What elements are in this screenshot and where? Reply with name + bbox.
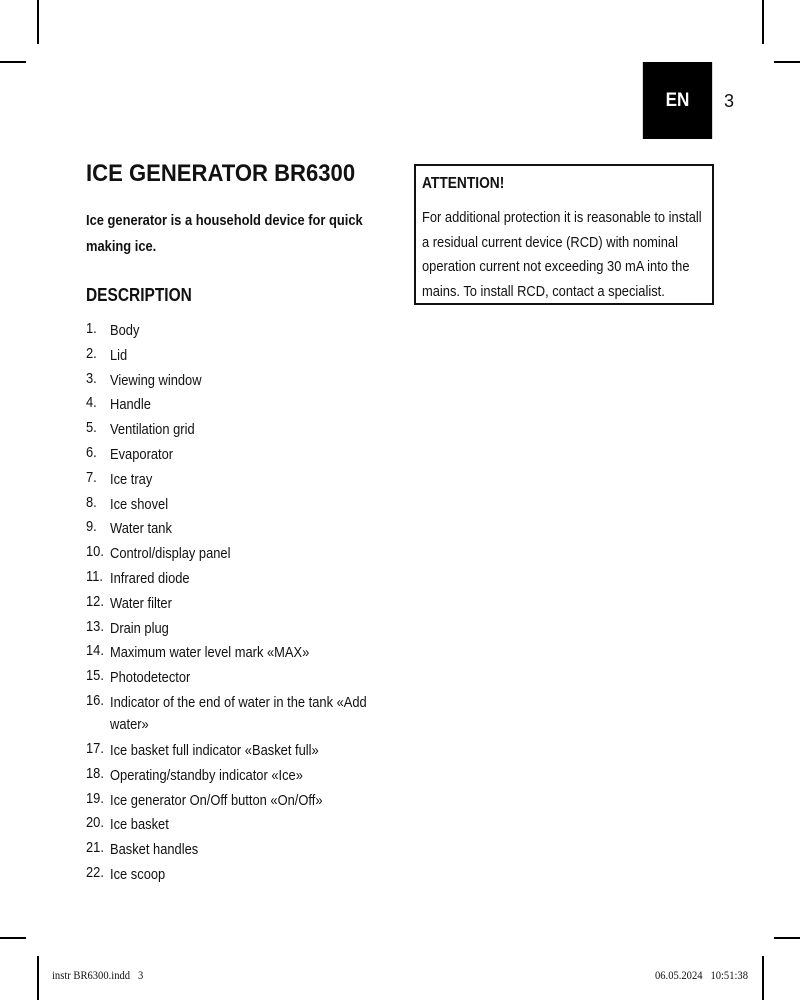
intro-paragraph (86, 208, 386, 260)
item-number: 2. (86, 344, 97, 362)
crop-mark (0, 61, 26, 63)
description-heading-text: DESCRIPTION (86, 285, 192, 305)
item-text: Ice shovel (110, 495, 169, 513)
item-text: Handle (110, 396, 151, 414)
item-number: 19. (86, 789, 104, 807)
crop-mark (37, 0, 39, 44)
footer-file-text: instr BR6300.indd 3 (52, 968, 144, 982)
item-text: Indicator of the end of water in the tank «Add water» (110, 693, 367, 733)
item-number: 15. (86, 667, 104, 685)
item-number: 1. (86, 320, 97, 337)
item-number: 17. (86, 739, 104, 757)
crop-mark (762, 0, 764, 44)
item-number: 12. (86, 592, 104, 610)
item-text: Operating/standby indicator «Ice» (110, 766, 303, 784)
item-text: Water tank (110, 520, 172, 538)
item-number: 18. (86, 764, 104, 782)
item-number: 6. (86, 443, 97, 461)
item-text: Basket handles (110, 841, 199, 859)
item-number: 16. (86, 691, 104, 709)
item-number: 14. (86, 642, 104, 660)
item-number: 13. (86, 617, 104, 635)
attention-title-text: ATTENTION! (422, 175, 505, 192)
item-text: Ice tray (110, 470, 153, 488)
item-text: Ice basket full indicator «Basket full» (110, 741, 319, 759)
item-text: Ice scoop (110, 865, 166, 883)
item-number: 20. (86, 814, 104, 832)
item-text: Lid (110, 346, 128, 364)
item-text: Viewing window (110, 371, 202, 389)
crop-mark (762, 956, 764, 1000)
item-text: Infrared diode (110, 569, 190, 587)
crop-mark (774, 937, 800, 939)
item-text: Water filter (110, 594, 172, 612)
crop-mark (774, 61, 800, 63)
item-number: 22. (86, 863, 104, 881)
attention-title (422, 175, 518, 193)
item-number: 9. (86, 518, 97, 536)
item-number: 8. (86, 493, 97, 511)
item-text: Ventilation grid (110, 421, 195, 439)
item-number: 7. (86, 468, 97, 486)
description-heading (86, 285, 209, 306)
item-text: Drain plug (110, 619, 169, 637)
item-number: 5. (86, 419, 97, 437)
item-text: Control/display panel (110, 545, 231, 563)
crop-mark (0, 937, 26, 939)
page-title-text: ICE GENERATOR BR6300 (86, 160, 356, 187)
attention-box (414, 164, 714, 305)
footer-timestamp-text: 06.05.2024 10:51:38 (655, 968, 748, 982)
item-text: Ice basket (110, 816, 169, 834)
item-text: Maximum water level mark «MAX» (110, 644, 310, 662)
attention-body: For additional protection it is reasonable to install a residual current device (RCD) with nominal operation current not exceeding 30 mA into the mains. To install RCD, contact a specialist. (422, 209, 702, 300)
item-text: Ice generator On/Off button «On/Off» (110, 791, 323, 809)
item-number: 4. (86, 394, 97, 412)
item-number: 11. (86, 567, 103, 585)
footer-file-info (52, 968, 156, 983)
item-number: 3. (86, 369, 97, 387)
page-title (86, 160, 379, 188)
attention-text (422, 206, 712, 304)
intro-text: Ice generator is a household device for quick making ice. (86, 212, 363, 255)
item-number: 10. (86, 543, 104, 561)
item-text: Body (110, 322, 140, 339)
crop-mark (37, 956, 39, 1000)
page-number: 3 (724, 91, 735, 111)
footer-timestamp (655, 968, 761, 983)
language-tab: EN (643, 62, 712, 139)
item-text: Evaporator (110, 445, 174, 463)
item-text: Photodetector (110, 669, 191, 687)
item-number: 21. (86, 839, 104, 857)
